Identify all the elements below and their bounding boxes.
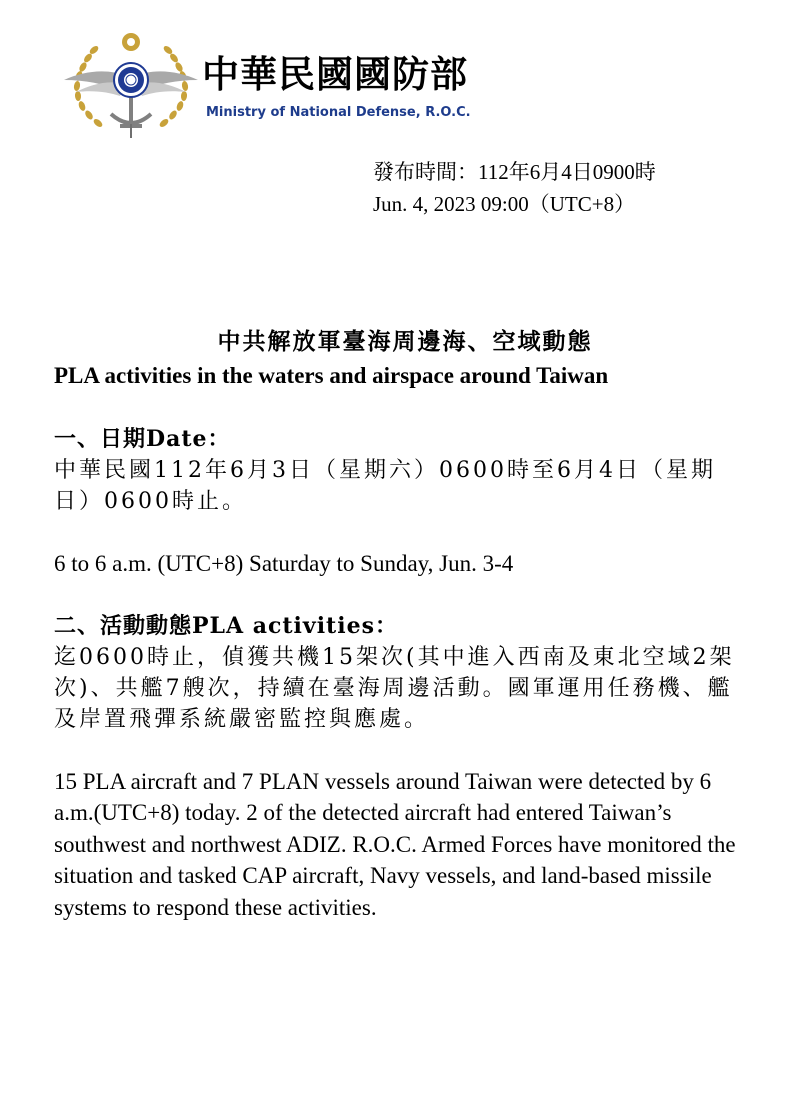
mnd-emblem-icon xyxy=(56,28,206,140)
section-activities-en-text: 15 PLA aircraft and 7 PLAN vessels around Taiwan were detected by 6 a.m.(UTC+8) today. 2 of the detected aircraft had entered Taiwan’s southwest and northwest ADIZ. R.O.C. Armed Forces have monitored the situation and tasked CAP aircraft, Navy vessels, and land-based missile systems to respond these activities. xyxy=(54,768,736,920)
section-date-en-text: 6 to 6 a.m. (UTC+8) Saturday to Sunday, Jun. 3-4 xyxy=(54,551,514,576)
release-time xyxy=(373,156,656,220)
header xyxy=(56,28,516,143)
release-time-en: Jun. 4, 2023 09:00（UTC+8） xyxy=(373,192,636,216)
org-name-zh: 中華民國國防部 xyxy=(202,53,468,96)
section-activities-zh-text: 迄0600時止，偵獲共機15架次(其中進入西南及東北空域2架次)、共艦7艘次，持續在臺海周邊活動。國軍運用任務機、艦及岸置飛彈系統嚴密監控與應處。 xyxy=(54,644,735,732)
title-en: PLA activities in the waters and airspace around Taiwan xyxy=(54,363,609,388)
title-zh: 中共解放軍臺海周邊海、空域動態 xyxy=(217,328,593,355)
document-body xyxy=(54,424,746,923)
section-heading-activities: 二、活動動態PLA activities： xyxy=(54,612,398,639)
org-name-en: Ministry of National Defense, R.O.C. xyxy=(206,105,471,120)
section-date-zh-text: 中華民國112年6月3日（星期六）0600時至6月4日（星期日）0600時止。 xyxy=(54,458,716,514)
section-heading-date: 一、日期Date： xyxy=(54,426,231,452)
release-time-zh: 發布時間：112年6月4日0900時 xyxy=(373,160,656,184)
